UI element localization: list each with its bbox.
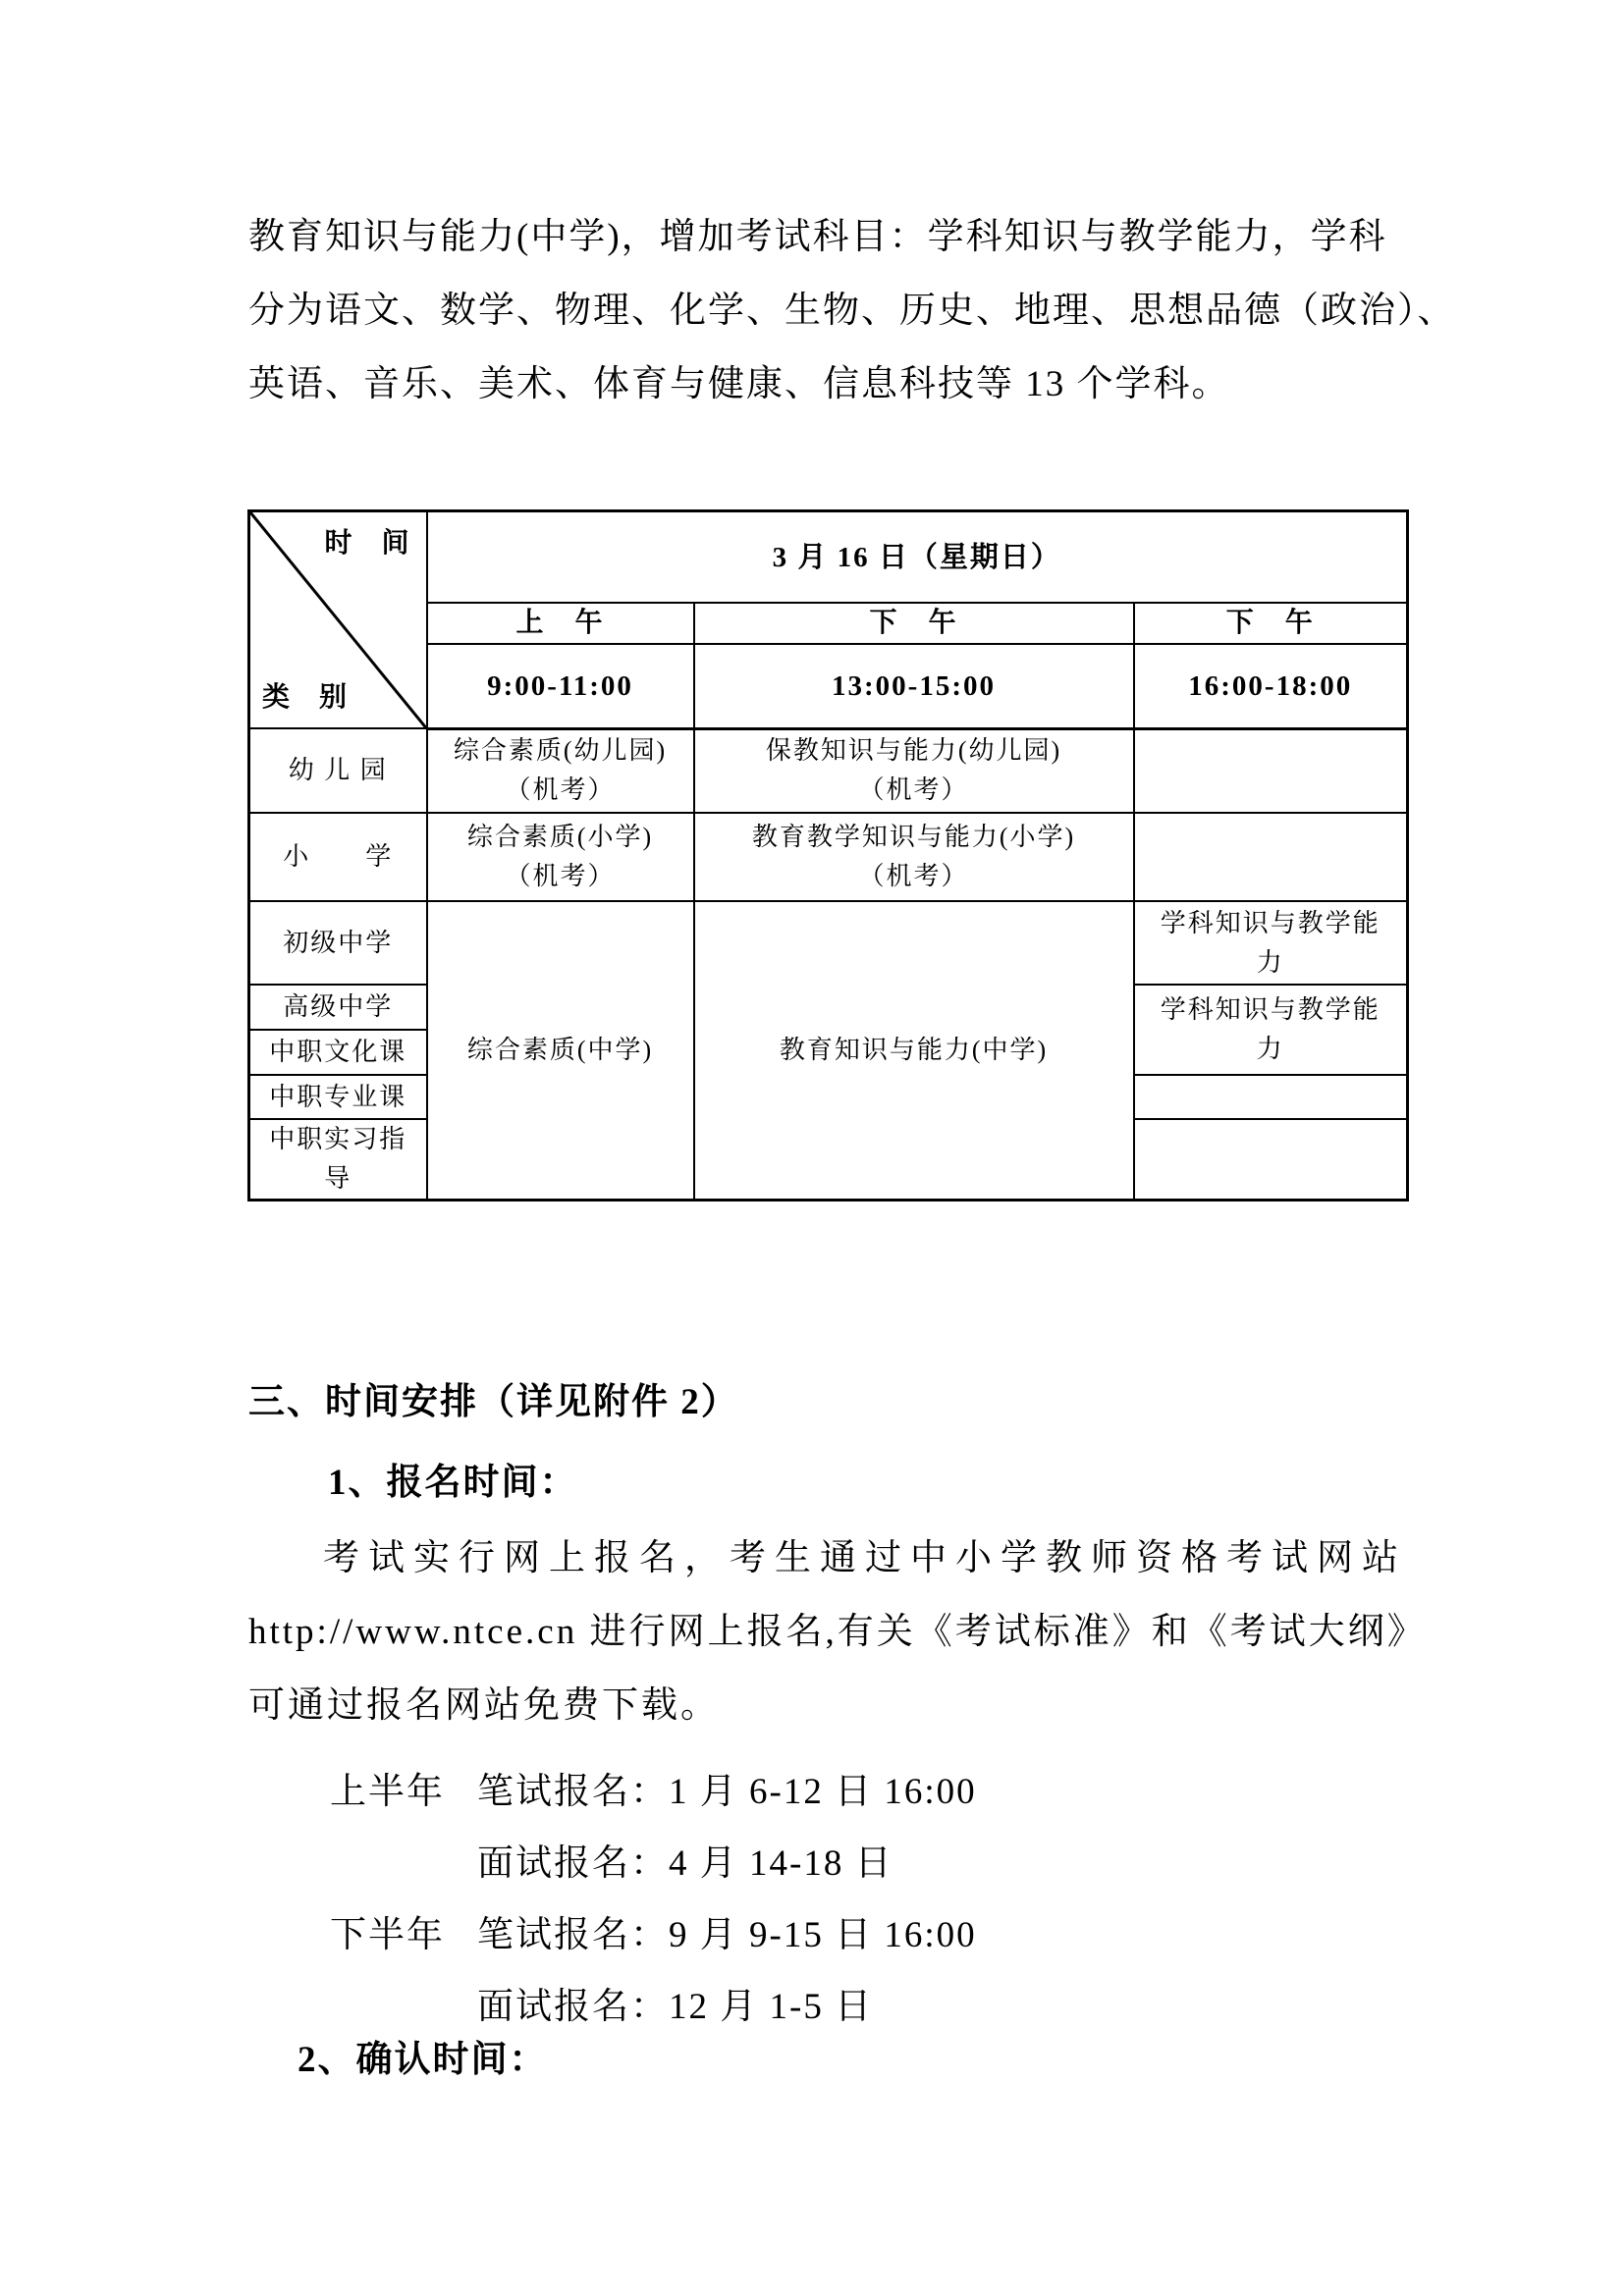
corner-category-label: 类 别 xyxy=(262,682,349,713)
exam-schedule-table xyxy=(247,509,1409,1201)
registration-paragraph-line3: 可通过报名网站免费下载。 xyxy=(248,1685,720,1726)
category-voc-culture: 中职文化课 xyxy=(249,1030,427,1075)
cell-primary-am xyxy=(427,813,694,901)
date-header-cell: 3 月 16 日（星期日） xyxy=(427,511,1408,604)
time-pm1-cell: 13:00-15:00 xyxy=(694,644,1134,728)
cell-kindergarten-pm1 xyxy=(694,728,1134,813)
schedule-row xyxy=(330,1773,977,1812)
subsection-1-heading: 1、报名时间： xyxy=(328,1463,578,1503)
registration-paragraph-line1: 考试实行网上报名，考生通过中小学教师资格考试网站 xyxy=(323,1538,1407,1578)
table-row-kindergarten xyxy=(249,728,1408,813)
cell-voc-major-pm2-empty xyxy=(1134,1075,1408,1119)
category-voc-major: 中职专业课 xyxy=(249,1075,427,1119)
cell-text: （机考） xyxy=(858,775,969,805)
time-pm2-cell: 16:00-18:00 xyxy=(1134,644,1408,728)
corner-cell xyxy=(249,511,427,729)
schedule-prefix xyxy=(330,1988,477,2027)
schedule-text: 笔试报名：9 月 9-15 日 16:00 xyxy=(477,1915,977,1955)
session-am-cell: 上 午 xyxy=(427,603,694,644)
schedule-text: 面试报名：4 月 14-18 日 xyxy=(477,1843,893,1884)
schedule-text: 面试报名：12 月 1-5 日 xyxy=(477,1987,874,2027)
cell-text: 综合素质(小学) xyxy=(466,823,654,851)
intro-line: 教育知识与能力(中学)，增加考试科目：学科知识与教学能力，学科 xyxy=(248,217,1387,257)
intro-line: 分为语文、数学、物理、化学、生物、历史、地理、思想品德（政治）、 xyxy=(248,291,1456,331)
cell-text: 学科知识与教学能 xyxy=(1160,995,1380,1024)
cell-primary-pm2-empty xyxy=(1134,813,1408,901)
table-row-date xyxy=(249,511,1408,604)
category-primary: 小 学 xyxy=(249,813,427,901)
cell-text: 综合素质(幼儿园) xyxy=(453,736,668,766)
schedule-prefix: 下半年 xyxy=(330,1915,445,1955)
schedule-row xyxy=(330,1844,977,1884)
table-row-primary xyxy=(249,813,1408,901)
session-pm1-cell: 下 午 xyxy=(694,603,1134,644)
cell-kindergarten-pm2-empty xyxy=(1134,728,1408,813)
corner-time-label: 时 间 xyxy=(324,528,410,559)
cell-middle-pm1-merged: 教育知识与能力(中学) xyxy=(694,901,1134,1201)
schedule-text: 笔试报名：1 月 6-12 日 16:00 xyxy=(477,1772,977,1812)
cell-text: 保教知识与能力(幼儿园) xyxy=(765,736,1062,766)
session-pm2-cell: 下 午 xyxy=(1134,603,1408,644)
cell-text: 学科知识与教学能 xyxy=(1160,908,1380,937)
cell-text: （机考） xyxy=(505,775,616,805)
cell-text: 导 xyxy=(324,1164,352,1193)
cell-kindergarten-am xyxy=(427,728,694,813)
cell-text: 中职实习指 xyxy=(269,1125,407,1153)
cell-senior-pm2-merged xyxy=(1134,985,1408,1075)
schedule-prefix xyxy=(330,1844,477,1884)
section-heading: 三、时间安排（详见附件 2） xyxy=(248,1382,739,1422)
schedule-row xyxy=(330,1916,977,1955)
intro-line: 英语、音乐、美术、体育与健康、信息科技等 13 个学科。 xyxy=(248,364,1230,404)
time-am-cell: 9:00-11:00 xyxy=(427,644,694,728)
cell-text: （机考） xyxy=(505,862,616,890)
cell-text: 力 xyxy=(1256,1035,1284,1063)
cell-primary-pm1 xyxy=(694,813,1134,901)
table-row-junior-middle xyxy=(249,901,1408,985)
registration-schedule xyxy=(330,1773,977,2059)
category-kindergarten: 幼 儿 园 xyxy=(249,728,427,813)
schedule-prefix: 上半年 xyxy=(330,1772,445,1812)
cell-junior-pm2 xyxy=(1134,901,1408,985)
cell-text: 教育教学知识与能力(小学) xyxy=(751,823,1076,851)
schedule-row xyxy=(330,1988,977,2027)
subsection-2-heading: 2、确认时间： xyxy=(298,2040,548,2080)
registration-paragraph-line2: http://www.ntce.cn 进行网上报名,有关《考试标准》和《考试大纲》 xyxy=(248,1612,1427,1652)
intro-paragraph xyxy=(248,217,1456,439)
cell-text: 力 xyxy=(1256,947,1284,977)
category-voc-intern xyxy=(249,1119,427,1201)
category-senior-middle: 高级中学 xyxy=(249,985,427,1030)
cell-voc-intern-pm2-empty xyxy=(1134,1119,1408,1201)
cell-text: （机考） xyxy=(858,862,969,890)
cell-middle-am-merged: 综合素质(中学) xyxy=(427,901,694,1201)
category-junior-middle: 初级中学 xyxy=(249,901,427,985)
